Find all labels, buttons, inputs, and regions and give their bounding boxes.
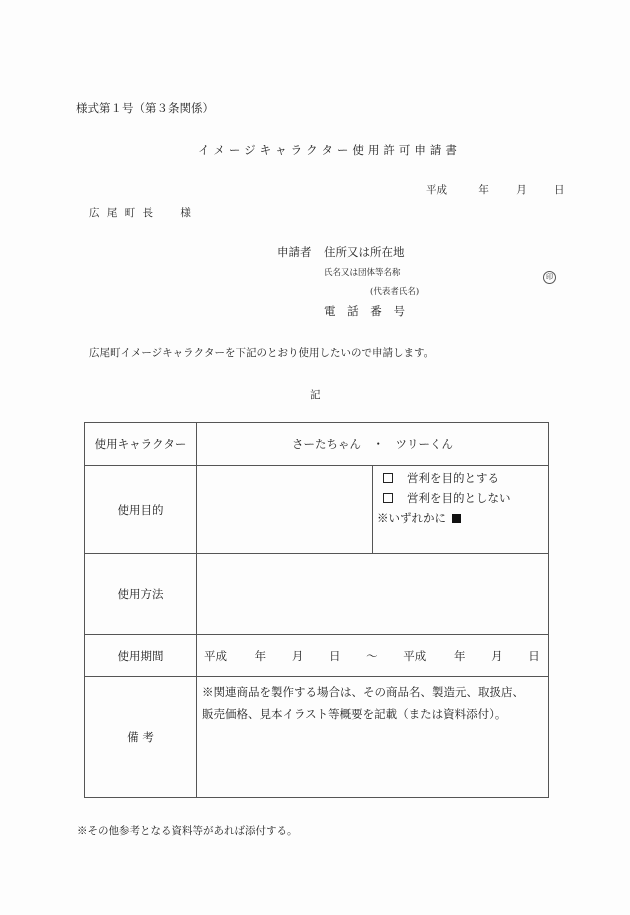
method-input[interactable]: [197, 554, 549, 635]
row-purpose: [85, 466, 549, 554]
purpose-input[interactable]: [197, 466, 373, 554]
seal-icon: 印: [543, 264, 556, 284]
character-value: さーたちゃん ・ ツリーくん: [197, 423, 549, 466]
method-label: 使用方法: [85, 554, 197, 635]
date-era: 平成: [426, 184, 447, 196]
applicant-label: 申請者: [277, 245, 312, 259]
date-year: 年: [478, 184, 489, 196]
remarks-label: 備 考: [85, 677, 197, 798]
date-month: 月: [516, 184, 527, 196]
remarks-value[interactable]: ※関連商品を製作する場合は、その商品名、製造元、取扱店、 販売価格、見本イラスト等概要を記載（または資料添付）。: [197, 677, 549, 798]
checkbox-icon[interactable]: [383, 493, 393, 503]
option-commercial[interactable]: 営利を目的とする: [373, 468, 548, 488]
purpose-options: [373, 466, 549, 554]
name-label: 氏名又は団体等名称: [324, 268, 401, 278]
period-label: 使用期間: [85, 635, 197, 677]
addressee: [89, 205, 191, 220]
period-value[interactable]: 平成 年 月 日 ～ 平成 年 月 日: [197, 635, 549, 677]
date-line: [426, 182, 565, 197]
date-day: 日: [554, 184, 565, 196]
addressee-honorific: 様: [180, 207, 191, 219]
form-number: 様式第１号（第３条関係）: [76, 101, 214, 115]
row-character: [85, 423, 549, 466]
page-title: イメージキャラクター使用許可申請書: [198, 143, 461, 157]
checkbox-icon[interactable]: [383, 473, 393, 483]
representative-label: (代表者氏名): [370, 287, 420, 297]
application-table: [84, 422, 549, 798]
purpose-note: ※いずれかに: [373, 508, 548, 528]
filled-square-icon: [452, 514, 461, 523]
intro-text: 広尾町イメージキャラクターを下記のとおり使用したいので申請します。: [89, 347, 435, 359]
addressee-name: 広 尾 町 長: [89, 207, 156, 219]
purpose-label: 使用目的: [85, 466, 197, 554]
row-period: [85, 635, 549, 677]
ki-heading: 記: [310, 389, 321, 401]
footer-note: ※その他参考となる資料等があれば添付する。: [77, 825, 298, 837]
phone-label: 電 話 番 号: [324, 304, 409, 318]
address-label: 住所又は所在地: [324, 245, 405, 259]
row-method: [85, 554, 549, 635]
row-remarks: [85, 677, 549, 798]
character-label: 使用キャラクター: [85, 423, 197, 466]
option-noncommercial[interactable]: 営利を目的としない: [373, 488, 548, 508]
